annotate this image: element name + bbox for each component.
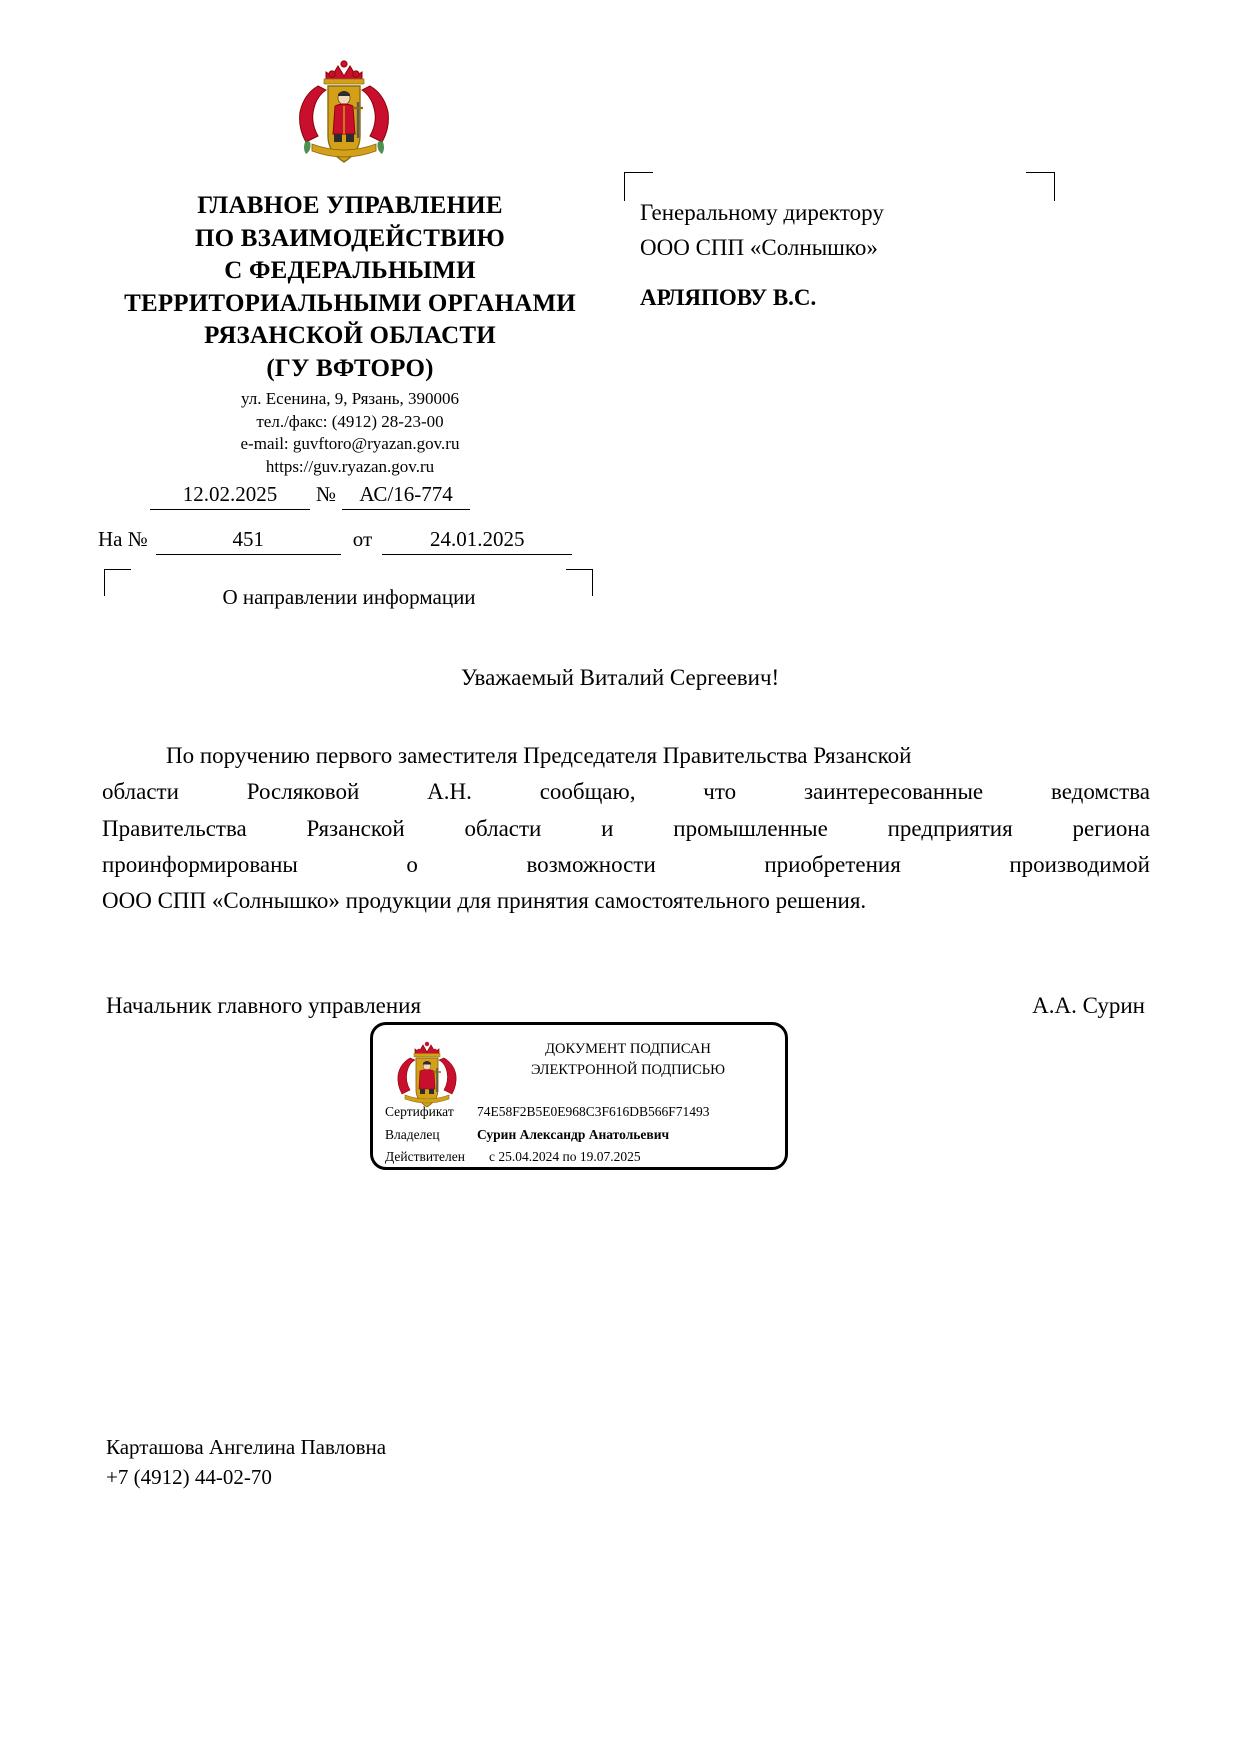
outgoing-number-label: №	[316, 482, 337, 506]
executor-name: Карташова Ангелина Павловна	[106, 1435, 387, 1459]
body-line-3-word-3: области	[464, 815, 542, 841]
electronic-signature-stamp	[370, 1022, 788, 1170]
body-line-2-word-1: области	[102, 779, 179, 805]
org-title-line-1: ГЛАВНОЕ УПРАВЛЕНИЕ	[197, 192, 503, 219]
executor-block	[106, 1432, 386, 1493]
stamp-heading-line-2: ЭЛЕКТРОННОЙ ПОДПИСЬЮ	[530, 1061, 726, 1078]
org-title-line-2: ПО ВЗАИМОДЕЙСТВИЮ	[194, 224, 506, 252]
body-line-2-word-3: А.Н.	[427, 779, 472, 805]
stamp-heading-line-1: ДОКУМЕНТ ПОДПИСАН	[545, 1041, 711, 1057]
stamp-validity-label: Действителен	[385, 1149, 465, 1164]
incoming-date: 24.01.2025	[382, 527, 572, 555]
signer-name: А.А. Сурин	[1032, 993, 1145, 1018]
stamp-certificate-label: Сертификат	[385, 1104, 454, 1119]
body-line-4-word-1: проинформированы	[102, 851, 298, 877]
body-line-1: По поручению первого заместителя Председателя Правительства Рязанской	[166, 743, 912, 768]
body-line-3-word-4: и	[601, 815, 614, 841]
stamp-valid-to-date: 19.07.2025	[579, 1149, 641, 1164]
body-line-2-word-7: ведомства	[1050, 779, 1150, 805]
organization-title	[90, 190, 610, 385]
addressee-name: АРЛЯПОВУ В.С.	[640, 285, 817, 310]
body-line-4-word-4: приобретения	[764, 851, 901, 877]
body-line-2-word-4: сообщаю,	[539, 779, 636, 805]
stamp-valid-from-prefix: с	[489, 1149, 495, 1164]
stamp-owner-label: Владелец	[385, 1126, 440, 1142]
stamp-certificate-row	[385, 1105, 777, 1119]
phone-fax: тел./факс: (4912) 28-23-00	[256, 411, 444, 431]
stamp-owner-row	[385, 1128, 777, 1142]
body-paragraph	[102, 738, 1150, 920]
body-line-3-word-5: промышленные	[673, 815, 828, 841]
email-address: e-mail: guvftoro@ryazan.gov.ru	[240, 434, 460, 454]
outgoing-number: АС/16-774	[342, 482, 470, 510]
org-title-abbreviation: (ГУ ВФТОРО)	[266, 354, 434, 382]
body-line-2-word-5: что	[703, 779, 737, 805]
executor-phone: +7 (4912) 44-02-70	[106, 1465, 272, 1490]
signer-position: Начальник главного управления	[106, 993, 422, 1018]
org-title-line-5: РЯЗАНСКОЙ ОБЛАСТИ	[204, 322, 496, 349]
body-line-4-word-2: о	[406, 851, 418, 877]
stamp-valid-from-date: 25.04.2024	[498, 1149, 560, 1164]
postal-address: ул. Есенина, 9, Рязань, 390006	[241, 389, 459, 408]
addressee-company: ООО СПП «Солнышко»	[640, 234, 878, 260]
incoming-number-label: На №	[98, 527, 148, 551]
body-line-3-word-7: региона	[1072, 815, 1150, 841]
ryazan-oblast-coat-of-arms-icon	[288, 52, 408, 182]
org-title-line-3: С ФЕДЕРАЛЬНЫМИ	[224, 257, 476, 284]
body-line-5: ООО СПП «Солнышко» продукции для принятия самостоятельного решения.	[102, 888, 867, 914]
body-line-3-word-2: Рязанской	[306, 815, 405, 841]
body-line-4-word-5: производимой	[1009, 851, 1150, 877]
salutation: Уважаемый Виталий Сергеевич!	[460, 665, 780, 690]
outgoing-date: 12.02.2025	[150, 482, 310, 510]
website-url: https://guv.ryazan.gov.ru	[265, 456, 435, 476]
stamp-validity-row	[385, 1150, 777, 1164]
body-line-3-word-6: предприятия	[887, 815, 1013, 841]
outgoing-reference-line	[150, 482, 480, 510]
stamp-owner-value: Сурин Александр Анатольевич	[477, 1126, 670, 1142]
incoming-ot-label: от	[352, 527, 373, 551]
body-line-2	[102, 774, 1150, 810]
stamp-valid-to-prefix: по	[562, 1149, 577, 1164]
body-line-2-word-6: заинтересованные	[803, 779, 984, 805]
incoming-reference-line	[98, 527, 608, 555]
body-line-4-word-3: возможности	[526, 851, 656, 877]
stamp-heading	[483, 1039, 773, 1080]
stamp-certificate-value: 74E58F2B5E0E968C3F616DB566F71493	[477, 1104, 710, 1119]
organization-contacts	[90, 388, 610, 478]
body-line-3-word-1: Правительства	[102, 815, 247, 841]
subject-line: О направлении информации	[222, 585, 476, 609]
body-line-4	[102, 847, 1150, 883]
stamp-validity-value	[477, 1150, 641, 1164]
incoming-number: 451	[156, 527, 341, 555]
stamp-details	[385, 1105, 777, 1173]
addressee-position: Генеральному директору	[640, 200, 884, 225]
body-line-2-word-2: Росляковой	[246, 779, 360, 805]
addressee-block	[640, 196, 1060, 316]
body-line-3	[102, 811, 1150, 847]
org-title-line-4: ТЕРРИТОРИАЛЬНЫМИ ОРГАНАМИ	[124, 289, 576, 317]
